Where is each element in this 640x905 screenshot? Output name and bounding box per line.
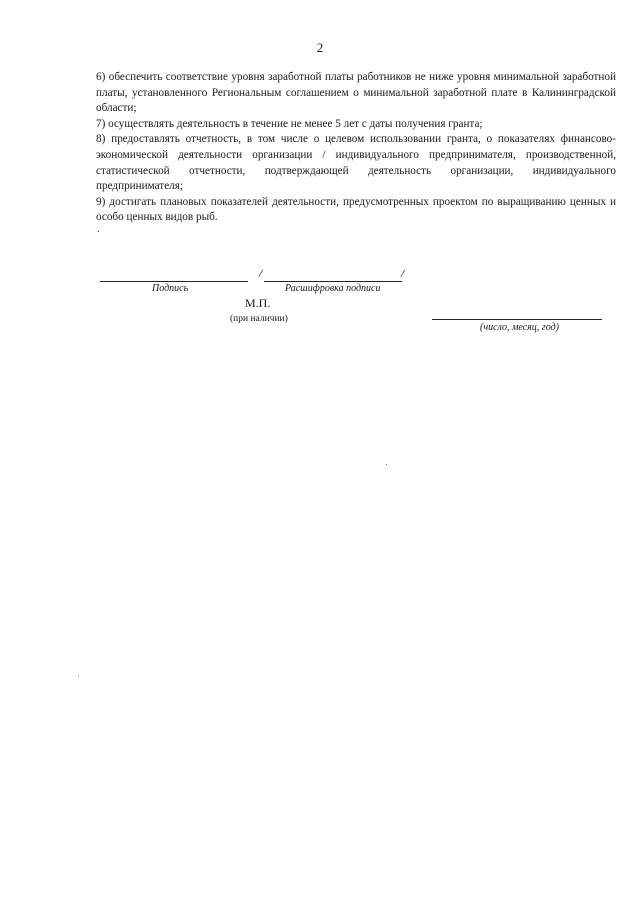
signature-slash-right: / (401, 266, 405, 280)
scan-speck (386, 464, 387, 465)
obligation-item: 8) предоставлять отчетность, в том числе о целевом использовании гранта, о показателях финансово-экономической деятельности организации / индивидуального предпринимателя, производственной, статистической отчетности, подтверждающей деятельность организации, индивидуального предпринимателя; (96, 133, 616, 193)
signature-line (100, 281, 248, 282)
scan-speck (78, 675, 79, 676)
page-number: 2 (316, 40, 324, 55)
decryption-caption: Расшифровка подписи (285, 283, 381, 294)
obligations-list (96, 70, 616, 226)
obligation-item: 7) осуществлять деятельность в течение не менее 5 лет с даты получения гранта; (96, 117, 483, 130)
stray-mark: . (97, 223, 100, 235)
decryption-line (264, 281, 402, 282)
signature-caption: Подпись (152, 283, 189, 294)
obligation-item: 9) достигать плановых показателей деятельности, предусмотренных проектом по выращиванию ценных и особо ценных видов рыб. (96, 195, 616, 224)
date-line (432, 319, 602, 320)
date-caption: (число, месяц, год) (480, 322, 559, 333)
obligation-item: 6) обеспечить соответствие уровня заработной платы работников не ниже уровня минимальной заработной платы, установленного Региональным соглашением о минимальной заработной плате в Калининградской области; (96, 71, 616, 115)
seal-note: (при наличии) (230, 314, 288, 324)
seal-label: М.П. (245, 296, 271, 310)
signature-slash-left: / (259, 266, 263, 280)
